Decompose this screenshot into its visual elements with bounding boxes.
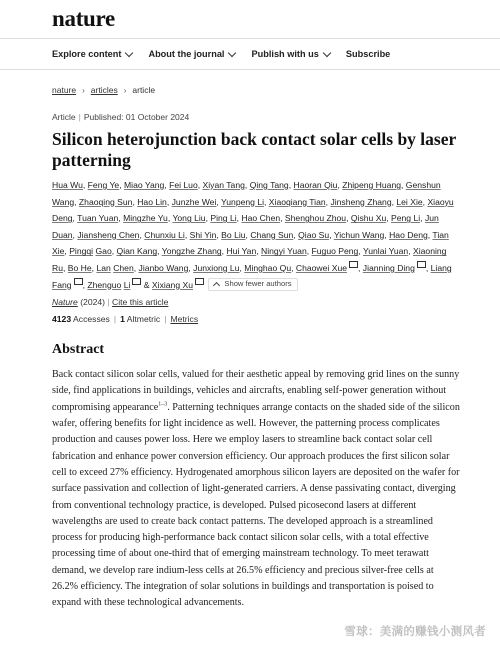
show-fewer-label: Show fewer authors <box>224 278 292 288</box>
breadcrumb-current: article <box>132 85 156 95</box>
cite-this-article-link[interactable]: Cite this article <box>112 297 169 308</box>
author-link[interactable]: Chen <box>113 262 134 273</box>
author-link[interactable]: Jinsheng Zhang <box>330 196 392 207</box>
watermark: 雪球：美满的赚钱小测风者 <box>344 626 486 638</box>
nav-publish-with-us[interactable] <box>251 49 329 59</box>
nature-logo[interactable]: nature <box>52 6 115 31</box>
chevron-down-icon <box>125 48 133 56</box>
breadcrumb <box>52 85 460 95</box>
show-fewer-authors-button[interactable] <box>208 278 297 291</box>
abstract-heading: Abstract <box>52 342 105 358</box>
envelope-icon[interactable] <box>132 278 141 285</box>
metrics-separator: | <box>113 314 117 325</box>
author-link[interactable]: Jianbo Wang <box>138 262 189 273</box>
author-link[interactable]: Mingzhe Yu <box>123 213 168 224</box>
abstract-part-1: Back contact silicon solar cells, valued for their aesthetic appeal by removing grid lines on the sunny side, find applications in buildings, vehicles and aircrafts, enabling self-power generation without compromising appearance <box>52 369 460 413</box>
published-date: Published: 01 October 2024 <box>83 112 190 122</box>
author-link[interactable]: Li <box>123 279 131 290</box>
author-link[interactable]: Yongzhe Zhang <box>161 246 222 257</box>
article-type: Article <box>52 112 76 122</box>
main-nav <box>0 38 500 70</box>
author-link[interactable]: Tuan Yuan <box>77 213 119 224</box>
author-link[interactable]: Qing Tang <box>249 180 289 190</box>
author-link[interactable]: Lan <box>96 262 111 273</box>
accesses-count: 4123 <box>52 314 72 325</box>
reference-superscript[interactable]: 1–3 <box>158 401 168 408</box>
author-link[interactable]: Shenghou Zhou <box>284 213 347 224</box>
author-link[interactable]: Ping Li <box>210 213 237 224</box>
author-link[interactable]: Chang Sun <box>250 229 294 240</box>
author-link[interactable]: Shi Yin <box>189 229 217 240</box>
envelope-icon[interactable] <box>417 261 426 268</box>
author-link[interactable]: Zhenguo <box>87 279 122 290</box>
author-link[interactable]: Hua Wu <box>52 180 83 190</box>
accesses-label: Accesses <box>73 314 110 325</box>
envelope-icon[interactable] <box>195 278 204 285</box>
author-link[interactable]: Bo Liu <box>221 229 246 240</box>
nav-label: Publish with us <box>251 49 319 59</box>
author-link[interactable]: Bo He <box>67 262 92 273</box>
author-link[interactable]: Qishu Xu <box>350 213 387 224</box>
nav-subscribe[interactable] <box>346 49 390 59</box>
author-link[interactable]: Yong Liu <box>172 213 206 224</box>
citation-year: (2024) <box>80 297 106 308</box>
author-link[interactable]: Lei Xie <box>396 196 423 207</box>
author-link[interactable]: Xiyan Tang <box>202 180 245 190</box>
author-link[interactable]: Fei Luo <box>169 180 198 190</box>
envelope-icon[interactable] <box>349 261 358 268</box>
metrics-bar <box>52 314 460 324</box>
author-link[interactable]: Fuguo Peng <box>311 246 359 257</box>
article-meta <box>52 112 460 122</box>
author-link[interactable]: Hui Yan <box>226 246 257 257</box>
author-link[interactable]: Tian Xie <box>52 229 449 257</box>
author-link[interactable]: Zhipeng Huang <box>342 180 402 190</box>
citation-separator: | <box>107 297 110 308</box>
nav-label: About the journal <box>148 49 225 59</box>
citation-line <box>52 297 460 307</box>
author-link[interactable]: Jun Duan <box>52 213 439 240</box>
author-link[interactable]: Yunpeng Li <box>221 196 265 207</box>
author-link[interactable]: Xiaoning Ru <box>52 246 447 273</box>
author-link[interactable]: Junzhe Wei <box>171 196 217 207</box>
chevron-right-icon: › <box>82 85 85 95</box>
author-list: Hua Wu, Feng Ye, Miao Yang, Fei Luo, Xiyan Tang, Qing Tang, Haoran Qiu, Zhipeng Huang, Genshun Wang, Zhaoqing Sun, Hao Lin, Junzhe Wei, Yunpeng Li, Xiaoqiang Tian, Jinsheng Zhang, Lei Xie, Xiaoyu Deng, Tuan Yuan, Mingzhe Yu, Yong Liu, Ping Li, Hao Chen, Shenghou Zhou, Qishu Xu, Peng Li, Jun Duan, Jiansheng Chen, Chunxiu Li, Shi Yin, Bo Liu, Chang Sun, Qiao Su, Yichun Wang, Hao Deng, Tian Xie, Pingqi Gao, Qian Kang, Yongzhe Zhang, Hui Yan, Ningyi Yuan, Fuguo Peng, Yunlai Yuan, Xiaoning Ru, Bo He, Lan Chen, Jianbo Wang, Junxiong Lu, Minghao Qu, Chaowei Xue , Jianning Ding , Liang Fang , Zhenguo Li & Xixiang Xu Show fewer authors <box>52 177 460 293</box>
article-title: Silicon heterojunction back contact solar cells by laser patterning <box>52 129 456 170</box>
altmetric-count: 1 <box>120 314 125 325</box>
author-link[interactable]: Haoran Qiu <box>293 180 338 190</box>
author-link[interactable]: Ningyi Yuan <box>261 246 307 257</box>
nav-label: Explore content <box>52 49 122 59</box>
abstract-text <box>52 367 460 611</box>
altmetric-label: Altmetric <box>126 314 161 325</box>
author-link[interactable]: Qiao Su <box>298 229 330 240</box>
author-link[interactable]: Chunxiu Li <box>144 229 185 240</box>
nav-label: Subscribe <box>345 49 391 59</box>
journal-link[interactable]: Nature <box>52 297 78 308</box>
nav-about-journal[interactable] <box>148 49 235 59</box>
chevron-up-icon <box>213 282 220 289</box>
meta-separator: | <box>78 112 81 122</box>
chevron-down-icon <box>228 48 236 56</box>
metrics-separator: | <box>164 314 167 325</box>
article-content <box>0 85 500 612</box>
author-link[interactable]: Chaowei Xue <box>295 262 348 273</box>
author-link[interactable]: Hao Chen <box>241 213 281 224</box>
author-link[interactable]: Xiaoqiang Tian <box>268 196 326 207</box>
author-link[interactable]: Yichun Wang <box>333 229 385 240</box>
envelope-icon[interactable] <box>74 278 83 285</box>
author-link[interactable]: Minghao Qu <box>244 262 292 273</box>
nav-explore-content[interactable] <box>52 49 132 59</box>
author-link[interactable]: Liang Fang <box>52 262 452 290</box>
author-link[interactable]: Junxiong Lu <box>193 262 240 273</box>
breadcrumb-link-nature[interactable]: nature <box>52 85 77 95</box>
author-link[interactable]: Genshun Wang <box>52 180 441 207</box>
author-link[interactable]: Hao Deng <box>389 229 428 240</box>
author-link[interactable]: Peng Li <box>391 213 421 224</box>
author-link[interactable]: Qian Kang <box>116 246 158 257</box>
chevron-right-icon: › <box>123 85 127 95</box>
author-link[interactable]: Hao Lin <box>137 196 167 207</box>
abstract-part-2: . Patterning techniques arrange contacts on the shaded side of the silicon wafer, offering benefits for light incidence as well. However, the patterning process complicates production and causes power loss. Here we employ lasers to streamline back contact solar cell fabrication and enhance power conversion efficiency. Our approach produces the first silicon solar cell to exceed 27% efficiency. Hydrogenated amorphous silicon layers are deposited on the wafer for surface passivation and collection of light-generated carriers. A dense passivating contact, diverging from conventional technology practice, is developed. Pulsed picosecond lasers at different wavelengths are used to create back contact patterns. The developed approach is a streamlined process for producing high-performance back contact silicon solar cells, with a total effective processing time of about one-third that of emerging mainstream technology. To meet terawatt demand, we develop rare indium-less cells at 26.5% efficiency and precious silver-free cells at 26.2% efficiency. The integration of solar solutions in buildings and transportation is poised to expand with these technological advancements. <box>52 401 460 609</box>
author-link[interactable]: Xiaoyu Deng <box>52 196 454 224</box>
author-link[interactable]: Jiansheng Chen <box>77 229 140 240</box>
author-link[interactable]: Zhaoqing Sun <box>78 196 133 207</box>
site-header <box>0 0 500 38</box>
author-link[interactable]: Jianning Ding <box>362 262 415 273</box>
chevron-down-icon <box>323 48 331 56</box>
metrics-link[interactable]: Metrics <box>170 314 199 325</box>
breadcrumb-link-articles[interactable]: articles <box>90 85 118 95</box>
author-link[interactable]: Yunlai Yuan <box>362 246 409 257</box>
author-link[interactable]: Pingqi <box>69 246 94 257</box>
author-link[interactable]: Gao <box>95 246 112 257</box>
author-link[interactable]: Miao Yang <box>124 180 165 190</box>
author-link[interactable]: Feng Ye <box>87 180 120 190</box>
author-link[interactable]: Xixiang Xu <box>151 279 194 290</box>
